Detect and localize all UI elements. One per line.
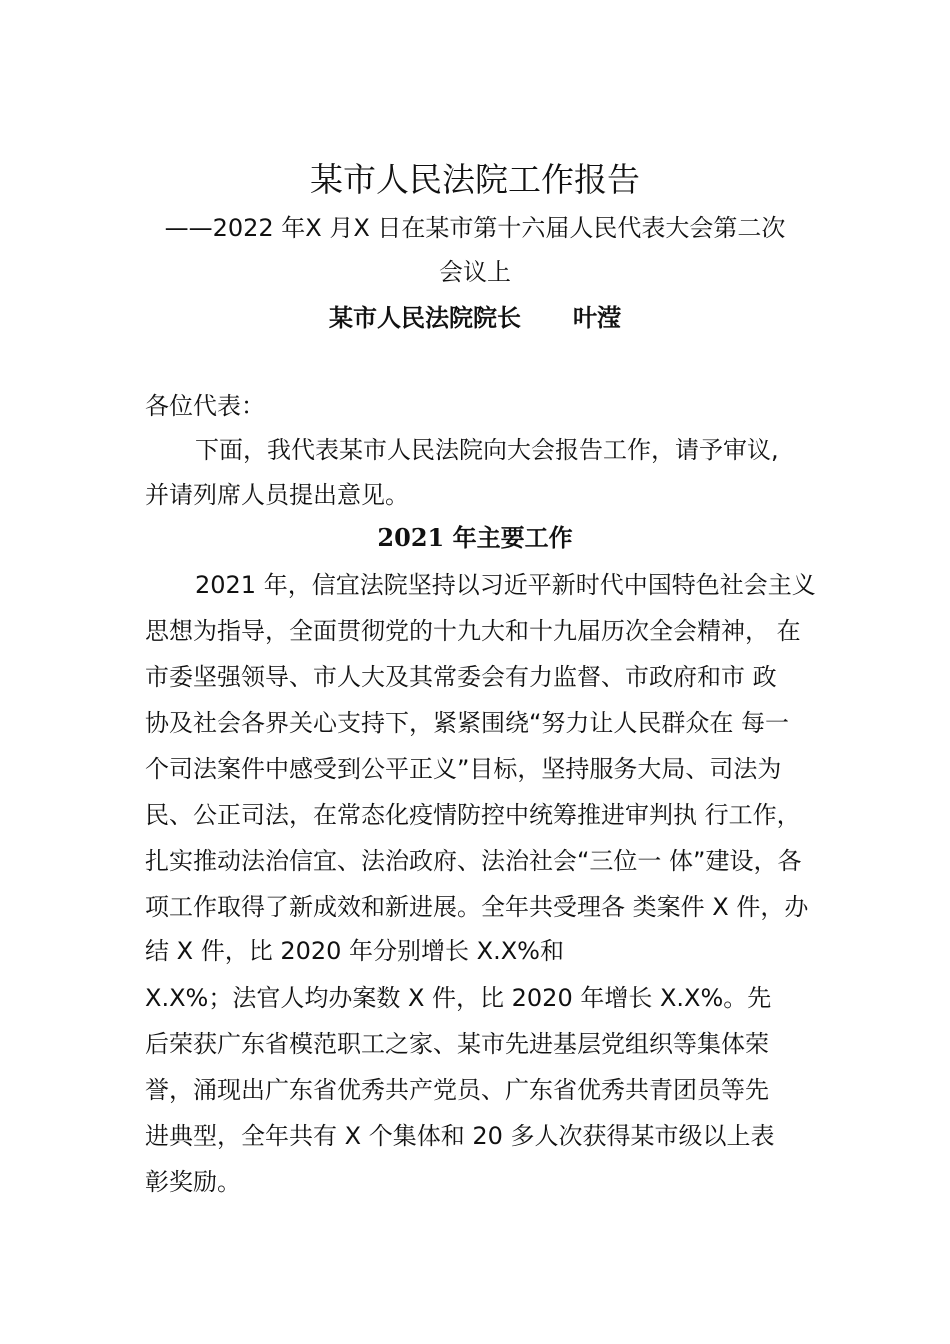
body-line: 2021 年，信宜法院坚持以习近平新时代中国特色社会主义 [195,571,816,599]
body-line: 协及社会各界关心支持下，紧紧围绕“努力让人民群众在 每一 [145,709,790,737]
body-line: X.X%；法官人均办案数 X 件，比 2020 年增长 X.X%。先 [145,984,772,1012]
section-heading: 2021 年主要工作 [377,523,573,552]
body-line: 项工作取得了新成效和新进展。全年共受理各 类案件 X 件，办 [145,893,809,921]
document-title: 某市人民法院工作报告 [310,160,640,199]
body-line: 进典型，全年共有 X 个集体和 20 多人次获得某市级以上表 [145,1122,775,1150]
body-line: 民、公正司法，在常态化疫情防控中统筹推进审判执 行工作， [145,801,801,829]
author-name: 叶滢 [573,304,621,332]
intro-line: 下面，我代表某市人民法院向大会报告工作，请予审议, [195,436,779,464]
salutation: 各位代表： [145,392,265,420]
body-line: 誉，涌现出广东省优秀共产党员、广东省优秀共青团员等先 [145,1076,769,1104]
intro-line: 并请列席人员提出意见。 [145,481,409,509]
subtitle-line-2: 会议上 [439,258,511,286]
body-line: 思想为指导，全面贯彻党的十九大和十九届历次全会精神， 在 [145,617,801,645]
body-line: 后荣获广东省模范职工之家、某市先进基层党组织等集体荣 [145,1030,769,1058]
body-line: 个司法案件中感受到公平正义”目标，坚持服务大局、司法为 [145,755,782,783]
subtitle-line-1: ——2022 年X 月X 日在某市第十六届人民代表大会第二次 [164,214,786,242]
body-line: 扎实推动法治信宜、法治政府、法治社会“三位一 体”建设，各 [145,847,802,875]
body-line: 市委坚强领导、市人大及其常委会有力监督、市政府和市 政 [145,663,777,691]
author-org: 某市人民法院院长 [329,304,521,332]
body-line: 结 X 件，比 2020 年分别增长 X.X%和 [145,937,564,965]
author-line [0,300,950,336]
body-line: 彰奖励。 [145,1168,241,1196]
